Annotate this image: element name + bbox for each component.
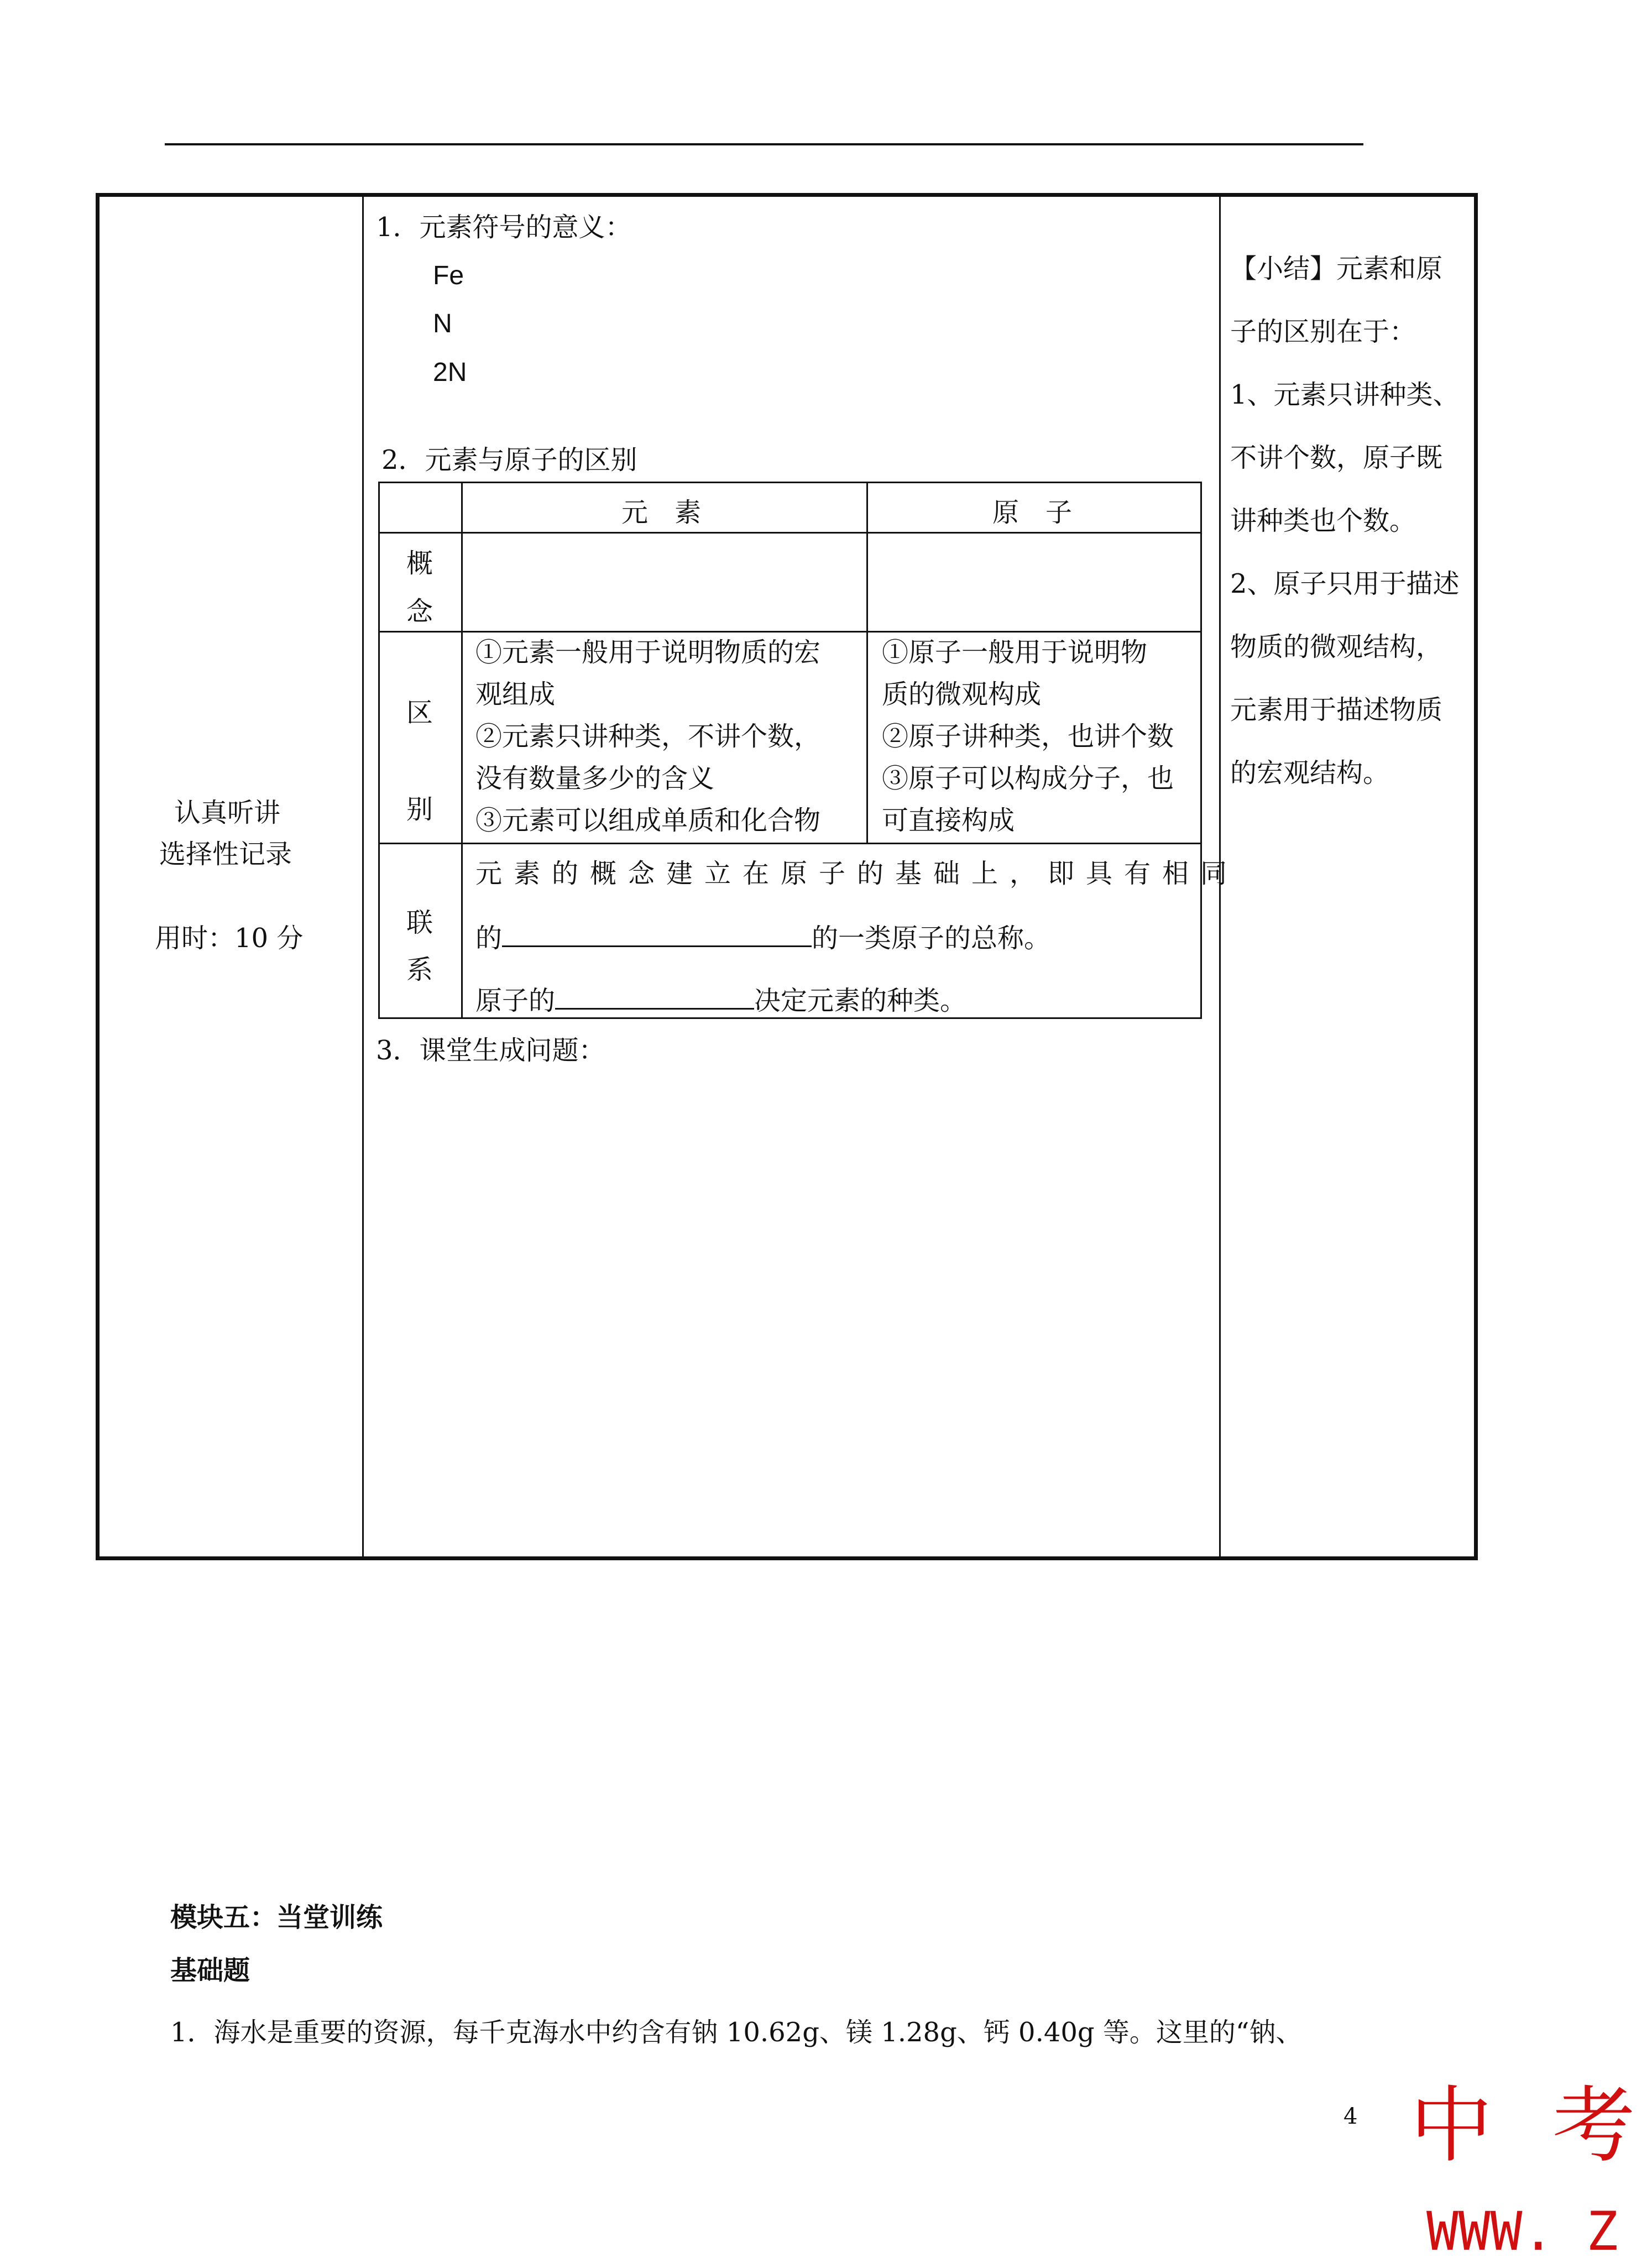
summary-line: 1、元素只讲种类、 <box>1230 379 1460 410</box>
summary-line: 不讲个数，原子既 <box>1230 442 1443 473</box>
row-label-difference: 区 <box>406 697 433 728</box>
element-diff-line: 没有数量多少的含义 <box>475 763 715 794</box>
watermark-url: WWW. Z <box>1426 2201 1618 2262</box>
page-number: 4 <box>1343 2104 1358 2129</box>
section2-title: 2．元素与原子的区别 <box>381 445 637 475</box>
row-label-concept: 概 <box>406 548 433 579</box>
element-diff-line: ①元素一般用于说明物质的宏 <box>475 637 821 668</box>
header-atom: 原 子 <box>992 497 1073 528</box>
summary-line: 【小结】元素和原 <box>1230 253 1443 284</box>
summary-line: 2、原子只用于描述 <box>1230 568 1460 599</box>
symbol-n: N <box>433 309 452 338</box>
module5-subtitle: 基础题 <box>170 1955 250 1986</box>
link-line2-end: 的一类原子的总称。 <box>812 923 1051 954</box>
header-element: 元 素 <box>621 497 702 528</box>
link-line3-start: 原子的 <box>475 985 556 1016</box>
table-col-rule <box>461 483 463 1017</box>
watermark-logo-text: 中 考 <box>1410 2078 1652 2174</box>
atom-diff-line: ③原子可以构成分子，也 <box>882 763 1174 794</box>
header-rule <box>165 143 1363 145</box>
row-label-link: 联 <box>406 907 433 938</box>
element-diff-line: ③元素可以组成单质和化合物 <box>475 805 821 836</box>
table-rule <box>380 843 1200 844</box>
row-label-concept: 念 <box>406 596 433 627</box>
table-col-rule <box>866 483 868 843</box>
element-diff-line: 观组成 <box>475 679 556 710</box>
summary-line: 元素用于描述物质 <box>1230 694 1443 725</box>
link-line1: 元素的概念建立在原子的基础上，即具有相同 <box>475 858 1239 889</box>
section1-title: 1．元素符号的意义： <box>376 212 632 243</box>
atom-diff-line: ②原子讲种类，也讲个数 <box>882 721 1174 752</box>
fill-blank[interactable] <box>502 923 812 947</box>
fill-blank[interactable] <box>555 986 754 1010</box>
symbol-fe: Fe <box>433 261 464 290</box>
summary-line: 讲种类也个数。 <box>1230 505 1416 536</box>
summary-line: 物质的微观结构， <box>1230 631 1443 662</box>
link-line3-end: 决定元素的种类。 <box>754 985 967 1016</box>
left-note-time: 用时：10 分 <box>155 923 304 954</box>
symbol-2n: 2N <box>433 358 467 387</box>
row-label-difference: 别 <box>406 794 433 825</box>
atom-diff-line: ①原子一般用于说明物 <box>882 637 1148 668</box>
link-line3 <box>475 986 966 1014</box>
summary-line: 子的区别在于： <box>1230 316 1416 347</box>
left-note-line1: 认真听讲 <box>174 797 281 828</box>
row-label-link: 系 <box>406 954 433 985</box>
module5-title: 模块五：当堂训练 <box>170 1902 383 1933</box>
summary-line: 的宏观结构。 <box>1230 757 1390 788</box>
atom-diff-line: 可直接构成 <box>882 805 1015 836</box>
atom-diff-line: 质的微观构成 <box>882 679 1042 710</box>
left-note-line2: 选择性记录 <box>159 839 292 870</box>
section3-title: 3．课堂生成问题： <box>376 1035 605 1066</box>
link-line2 <box>475 923 1050 952</box>
table-rule <box>380 532 1200 534</box>
question-1: 1．海水是重要的资源，每千克海水中约含有钠 10.62g、镁 1.28g、钙 0.40g 等。这里的“钠、 <box>170 2017 1303 2048</box>
element-diff-line: ②元素只讲种类，不讲个数， <box>475 721 821 752</box>
link-line2-start: 的 <box>475 923 503 954</box>
column-divider-left <box>362 197 364 1556</box>
